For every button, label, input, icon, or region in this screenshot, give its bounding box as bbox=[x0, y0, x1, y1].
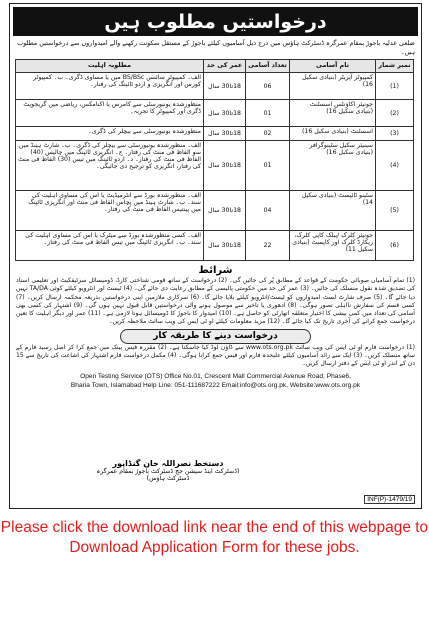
job-sr: (2) bbox=[376, 100, 414, 127]
job-age: 18تا30 سال bbox=[204, 73, 246, 100]
job-sr: (6) bbox=[376, 231, 414, 261]
job-qualification: الف۔ کمپیوٹر سائنس BS/BSc میں یا مساوی ڈگری۔ ب۔ کمپیوٹر کورس اور انگریزی و اردو ٹائپنگ کی رفتار۔ bbox=[16, 73, 204, 100]
job-post: اسسٹنٹ (بنیادی سکیل 16) bbox=[290, 127, 376, 141]
job-post: جونیئر اکاؤنٹس اسسٹنٹ (بنیادی سکیل 16) bbox=[290, 100, 376, 127]
how-to-apply-heading: درخواست دینے کا طریقہ کار bbox=[120, 329, 311, 344]
job-qualification: منظورشدہ یونیورسٹی سے کامرس یا اکنامکس، ریاضی میں گریجویٹ ڈگری اور کمپیوٹر کا تجربہ۔ bbox=[16, 100, 204, 127]
job-count: 22 bbox=[246, 231, 290, 261]
table-row bbox=[16, 141, 414, 191]
job-age: 18تا30 سال bbox=[204, 100, 246, 127]
address-line: Open Testing Service (OTS) Office No.01, Crescent Mall Commercial Avenue Road, Phase6, bbox=[80, 372, 351, 380]
job-qualification: منظورشدہ یونیورسٹی سے بیچلر کی ڈگری۔ bbox=[16, 127, 204, 141]
job-post: جونیئر کلرک /پبلک کاپی کلرک، ریکارڈ کلرک اور کاپسٹ (بنیادی سکیل 11) bbox=[290, 231, 376, 261]
job-age: 18تا30 سال bbox=[204, 231, 246, 261]
table-row bbox=[16, 231, 414, 261]
ad-title-bar bbox=[13, 7, 418, 36]
job-qualification: الف۔ منظورشدہ یونیورسٹی سے بیچلر کی ڈگری۔ ب۔ شارٹ ہینڈ میں سو الفاظ فی منٹ کی رفتار۔ ج۔ انگریزی ٹائپنگ میں چالیس (40) الفاظ فی منٹ کی رفتار۔ د۔ اردو ٹائپنگ میں تیس (30) الفاظ فی منٹ کی رفتار، انگریزی کو ترجیح دی جائیگی۔ bbox=[16, 141, 204, 191]
header-sr: نمبر شمار bbox=[376, 60, 414, 73]
signatory-designation: (ڈسٹرکٹ اینڈ سیشن جج ڈسٹرکٹ باجوڑ بمقام عمرگرہ ڈسٹرکٹ ہاؤس) bbox=[96, 468, 240, 482]
job-advertisement bbox=[9, 3, 422, 509]
job-count: 01 bbox=[246, 100, 290, 127]
conditions-text: (1) تمام آسامیاں صوبائی حکومت کے قواعد کے مطابق پُر کی جائیں گی۔ (2) درخواست کے ساتھ قومی شناختی کارڈ، ڈومیسائل سرٹیفکیٹ اور تعلیمی اسناد کی تصدیق شدہ نقول منسلک کی جائیں۔ (3) عمر کی حد میں حکومتی پالیسی کے مطابق رعایت دی جائے گی۔ (4) ٹیسٹ اور انٹرویو کیلئے کوئی TA/DA نہیں دیا جائے گا۔ (5) صرف شارٹ لسٹ امیدواروں کو ٹیسٹ/انٹرویو کیلئے بلایا جائے گا۔ (6) سرکاری ملازمین اپنی درخواستیں بذریعہ محکمہ ارسال کریں۔ (7) کسی قسم کی سفارش نااہلی تصور ہوگی۔ (8) ادھوری یا تاخیر سے موصول ہونے والی درخواستیں قابل قبول نہیں ہوں گی۔ (9) اشتہار کی کسی بھی آسامی کی تعداد میں کمی بیشی کا اختیار متعلقہ اتھارٹی کو حاصل ہے۔ (10) امیدوار کا باجوڑ کا ڈومیسائل ہونا لازمی ہے۔ (11) عمر اور دیگر اہلیت کا تعین درخواست جمع کرانے کی آخری تاریخ تک کیا جائے گا۔ (12) مزید معلومات کیلئے او ٹی ایس کی ویب سائٹ ملاحظہ کریں۔ bbox=[16, 277, 416, 326]
ad-title: درخواستیں مطلوب ہیں bbox=[104, 10, 327, 33]
job-count: 01 bbox=[246, 141, 290, 191]
header-count: تعداد آسامی bbox=[246, 60, 290, 73]
job-sr: (3) bbox=[376, 127, 414, 141]
job-qualification: الف۔ منظورشدہ بورڈ سے انٹرمیڈیٹ یا اس کی مساوی اہلیت کی سند۔ ب۔ شارٹ ہینڈ میں پچاس الفاظ فی منٹ اور انگریزی ٹائپنگ میں پینتیس الفاظ فی منٹ کی رفتار۔ bbox=[16, 191, 204, 231]
signatory bbox=[88, 459, 248, 482]
job-age: 18تا30 سال bbox=[204, 191, 246, 231]
header-post: نام آسامی bbox=[290, 60, 376, 73]
ots-address bbox=[10, 372, 421, 390]
job-sr: (5) bbox=[376, 191, 414, 231]
signatory-name: دستخط نصراللہ خان گنڈاپور bbox=[112, 459, 224, 468]
job-qualification: الف۔ کسی منظورشدہ بورڈ سے میٹرک یا اس کی مساوی اہلیت کی سند۔ ب۔ انگریزی ٹائپنگ میں تیس الفاظ فی منٹ کی رفتار۔ bbox=[16, 231, 204, 261]
table-row bbox=[16, 100, 414, 127]
job-sr: (4) bbox=[376, 141, 414, 191]
table-row bbox=[16, 73, 414, 100]
address-line: Bharia Town, Islamabad Help Line: 051-111687222 Email:info@ots.org.pk, Website:www.ots.org.pk bbox=[70, 381, 361, 389]
download-notice: Please click the download link near the end of this webpage to Download Application Form for these jobs. bbox=[0, 519, 429, 556]
job-age: 18تا30 سال bbox=[204, 141, 246, 191]
job-post: سٹینو ٹائپسٹ (بنیادی سکیل 14) bbox=[290, 191, 376, 231]
job-count: 04 bbox=[246, 191, 290, 231]
job-post: کمپیوٹر آپریٹر (بنیادی سکیل 16) bbox=[290, 73, 376, 100]
header-age: عمر کی حد bbox=[204, 60, 246, 73]
header-qualification: مطلوبہ اہلیت bbox=[16, 60, 204, 73]
ad-intro: ضلعی عدلیہ باجوڑ بمقام عمرگرہ ڈسٹرکٹ ہاؤس میں درج ذیل آسامیوں کیلئے باجوڑ کے مستقل سکونت رکھنے والے امیدواروں سے درخواستیں مطلوب ہیں۔ bbox=[17, 39, 415, 56]
job-sr: (1) bbox=[376, 73, 414, 100]
job-post: سینیئر سکیل سٹینوگرافر (بنیادی سکیل 16) bbox=[290, 141, 376, 191]
conditions-heading: شرائط bbox=[198, 265, 233, 276]
table-row bbox=[16, 127, 414, 141]
jobs-table-header bbox=[16, 60, 414, 73]
jobs-table bbox=[15, 59, 414, 261]
table-row bbox=[16, 191, 414, 231]
job-count: 02 bbox=[246, 127, 290, 141]
job-count: 06 bbox=[246, 73, 290, 100]
ad-reference-number: INF(P)-1479/19 bbox=[364, 495, 415, 504]
job-age: 18تا30 سال bbox=[204, 127, 246, 141]
how-to-apply-text: (1) درخواست فارم او ٹی ایس کی ویب سائٹ www.ots.org.pk سے ڈاؤن لوڈ کیا جاسکتا ہے۔ (2) مقررہ فیس بینک میں جمع کرا کر اصل رسید فارم کے ساتھ منسلک کریں۔ (3) ایک سے زائد آسامیوں کیلئے علیحدہ فارم اور فیس جمع کرانا ہوگی۔ (4) مکمل درخواست فارم اشتہار کی اشاعت کی تاریخ سے 15 دن کے اندر او ٹی ایس کے دفتر ارسال کریں۔ bbox=[16, 343, 415, 368]
